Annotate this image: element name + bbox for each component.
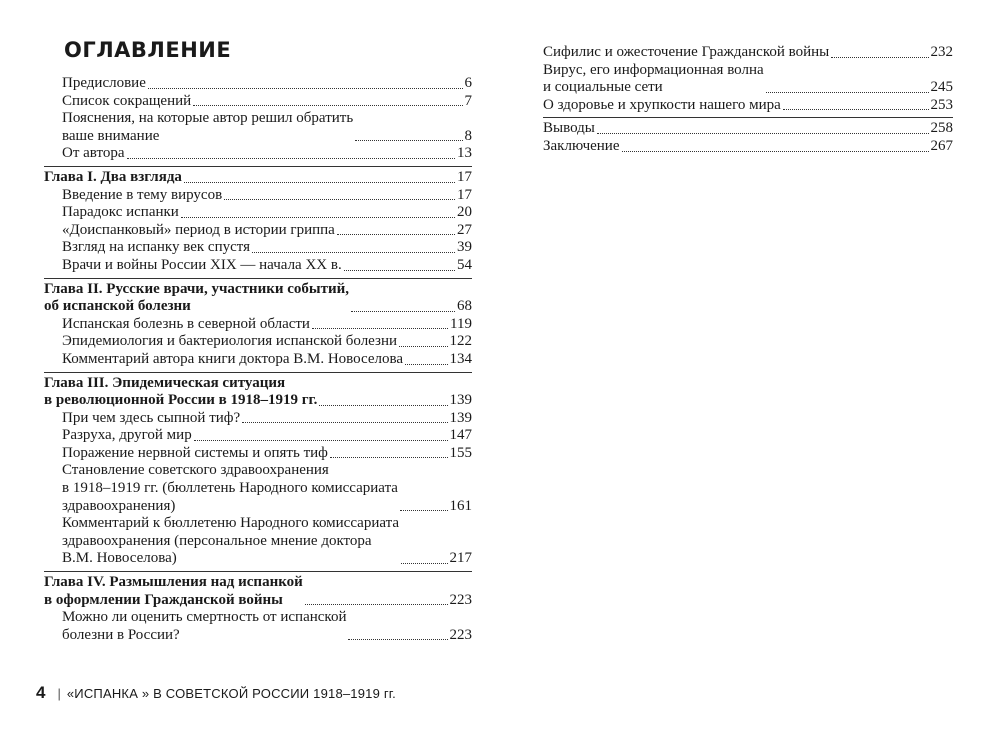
- toc-entry-page: 17: [457, 186, 472, 203]
- toc-entry-page: 161: [449, 497, 472, 514]
- dot-leader: [399, 346, 448, 347]
- toc-entry[interactable]: [44, 145, 472, 163]
- toc-entry-label: О здоровье и хрупкости нашего мира: [543, 96, 781, 113]
- toc-entry-label: Сифилис и ожесточение Гражданской войны: [543, 44, 830, 60]
- page-footer: [36, 683, 396, 703]
- footer-separator: |: [57, 686, 61, 701]
- dot-leader: [127, 158, 455, 159]
- toc-entry-page: 6: [464, 75, 472, 91]
- dot-leader: [831, 57, 928, 58]
- toc-entry[interactable]: [44, 257, 472, 275]
- toc-right-column: [543, 44, 953, 156]
- toc-entry-page: 20: [457, 204, 472, 221]
- toc-entry[interactable]: [543, 44, 953, 62]
- toc-entry[interactable]: [44, 445, 472, 463]
- chapter-title: Глава IV. Размышления над испанкой в оформлении Гражданской войны: [44, 574, 303, 608]
- toc-entry-label: Выводы: [543, 120, 595, 137]
- toc-entry-page: 13: [457, 145, 472, 162]
- toc-entry-page: 223: [449, 626, 472, 643]
- toc-entry-page: 267: [930, 137, 953, 154]
- toc-entry-page: 7: [464, 92, 472, 109]
- dot-leader: [305, 604, 448, 605]
- toc-entry-page: 232: [930, 44, 953, 60]
- divider: [44, 278, 472, 279]
- dot-leader: [181, 217, 455, 218]
- toc-entry-label: Врачи и войны России XIX — начала XX в.: [62, 256, 342, 273]
- toc-entry-page: 139: [449, 409, 472, 426]
- toc-entry-label: Поражение нервной системы и опять тиф: [62, 444, 328, 461]
- toc-entry-label: Испанская болезнь в северной области: [62, 315, 310, 332]
- toc-entry-page: 122: [449, 333, 472, 350]
- page-number: 4: [36, 683, 46, 702]
- toc-entry-label: Предисловие: [62, 75, 146, 91]
- toc-entry-page: 119: [450, 315, 472, 332]
- dot-leader: [355, 140, 462, 141]
- divider: [543, 117, 953, 118]
- toc-entry[interactable]: [44, 187, 472, 205]
- dot-leader: [312, 328, 448, 329]
- toc-chapter-1[interactable]: [44, 169, 472, 187]
- toc-entry-label: «Доиспанковый» период в истории гриппа: [62, 221, 335, 238]
- toc-entry-label: Комментарий автора книги доктора В.М. Новоселова: [62, 350, 404, 367]
- toc-entry-label: Эпидемиология и бактериология испанской болезни: [62, 333, 397, 350]
- dot-leader: [224, 199, 455, 200]
- toc-entry[interactable]: [44, 351, 472, 369]
- dot-leader: [242, 422, 447, 423]
- toc-chapter-3[interactable]: [44, 375, 472, 410]
- toc-entry-label: Пояснения, на которые автор решил обратить ваше внимание: [62, 110, 354, 144]
- toc-entry[interactable]: [543, 97, 953, 115]
- toc-entry-page: 17: [457, 168, 472, 185]
- divider: [44, 372, 472, 373]
- toc-chapter-2[interactable]: [44, 281, 472, 316]
- page-title: ОГЛАВЛЕНИЕ: [64, 38, 232, 62]
- toc-entry-label: Введение в тему вирусов: [62, 186, 223, 203]
- dot-leader: [766, 92, 929, 93]
- dot-leader: [351, 311, 455, 312]
- chapter-title: Глава III. Эпидемическая ситуация в революционной России в 1918–1919 гг.: [44, 374, 318, 409]
- dot-leader: [193, 105, 462, 106]
- toc-entry-page: 258: [930, 120, 953, 137]
- toc-entry-label: Разруха, другой мир: [62, 427, 192, 444]
- toc-entry-page: 68: [457, 298, 472, 315]
- toc-entry[interactable]: [44, 75, 472, 93]
- dot-leader: [184, 182, 455, 183]
- toc-entry-page: 155: [449, 444, 472, 461]
- dot-leader: [597, 133, 929, 134]
- toc-entry[interactable]: [44, 609, 472, 644]
- toc-entry-page: 54: [457, 256, 472, 273]
- dot-leader: [783, 109, 929, 110]
- toc-entry[interactable]: [44, 222, 472, 240]
- toc-entry-page: 147: [449, 427, 472, 444]
- toc-entry[interactable]: [44, 410, 472, 428]
- toc-entry[interactable]: [44, 333, 472, 351]
- toc-entry-label: От автора: [62, 145, 125, 162]
- dot-leader: [400, 510, 448, 511]
- dot-leader: [337, 234, 455, 235]
- toc-entry[interactable]: [44, 316, 472, 334]
- dot-leader: [319, 405, 447, 406]
- toc-entry[interactable]: [44, 427, 472, 445]
- toc-entry[interactable]: [44, 515, 472, 568]
- toc-chapter-4[interactable]: [44, 574, 472, 609]
- toc-entry[interactable]: [44, 93, 472, 111]
- toc-entry-page: 134: [449, 350, 472, 367]
- toc-entry-page: 245: [930, 79, 953, 96]
- toc-entry[interactable]: [44, 204, 472, 222]
- toc-entry-label: Вирус, его информационная волна и социальные сети: [543, 61, 764, 96]
- divider: [44, 166, 472, 167]
- divider: [44, 571, 472, 572]
- toc-left-column: [44, 75, 472, 644]
- toc-entry-label: При чем здесь сыпной тиф?: [62, 409, 241, 426]
- dot-leader: [194, 440, 448, 441]
- toc-entry-label: Комментарий к бюллетеню Народного комиссариата здравоохранения (персональное мнение доктора В.М. Новоселова): [62, 515, 400, 567]
- toc-entry-label: Становление советского здравоохранения в 1918–1919 гг. (бюллетень Народного комиссариата здравоохранения): [62, 462, 398, 514]
- toc-entry[interactable]: [44, 110, 472, 145]
- toc-entry-label: Заключение: [543, 137, 620, 154]
- dot-leader: [405, 364, 447, 365]
- toc-entry-label: Список сокращений: [62, 92, 192, 109]
- dot-leader: [344, 270, 455, 271]
- chapter-title: Глава I. Два взгляда: [44, 168, 182, 185]
- dot-leader: [330, 457, 448, 458]
- chapter-title: Глава II. Русские врачи, участники событий, об испанской болезни: [44, 280, 350, 315]
- toc-entry-page: 8: [464, 127, 472, 144]
- toc-entry[interactable]: [543, 62, 953, 97]
- toc-entry-page: 139: [449, 392, 472, 409]
- toc-entry-page: 39: [457, 239, 472, 256]
- toc-entry[interactable]: [44, 462, 472, 515]
- toc-entry[interactable]: [543, 120, 953, 138]
- toc-entry[interactable]: [543, 138, 953, 156]
- toc-entry-page: 223: [449, 591, 472, 608]
- running-title: «ИСПАНКА » В СОВЕТСКОЙ РОССИИ 1918–1919 гг.: [66, 686, 396, 701]
- dot-leader: [348, 639, 447, 640]
- toc-entry[interactable]: [44, 239, 472, 257]
- toc-entry-label: Парадокс испанки: [62, 204, 179, 221]
- dot-leader: [148, 88, 463, 89]
- dot-leader: [622, 151, 929, 152]
- toc-entry-label: Взгляд на испанку век спустя: [62, 239, 251, 256]
- toc-entry-page: 217: [449, 550, 472, 567]
- toc-entry-page: 253: [930, 96, 953, 113]
- toc-entry-page: 27: [457, 221, 472, 238]
- dot-leader: [401, 563, 447, 564]
- toc-entry-label: Можно ли оценить смертность от испанской болезни в России?: [62, 609, 347, 643]
- dot-leader: [252, 252, 455, 253]
